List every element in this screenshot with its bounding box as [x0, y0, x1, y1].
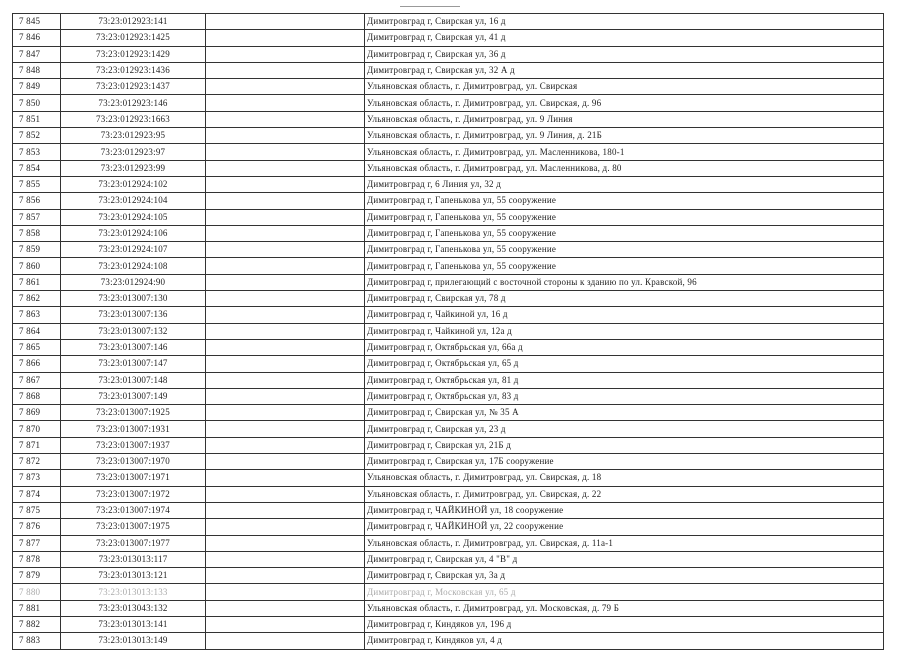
row-number-cell: 7 864	[13, 323, 61, 339]
empty-cell	[206, 79, 365, 95]
property-table	[12, 13, 884, 650]
empty-cell	[206, 486, 365, 502]
address-cell: Димитровград г, Киндяков ул, 196 д	[365, 616, 884, 632]
table-row	[13, 307, 884, 323]
empty-cell	[206, 46, 365, 62]
empty-cell	[206, 421, 365, 437]
cadastral-number-cell: 73:23:012923:95	[61, 128, 206, 144]
empty-cell	[206, 291, 365, 307]
table-row	[13, 388, 884, 404]
cadastral-number-cell: 73:23:013007:1971	[61, 470, 206, 486]
cadastral-number-cell: 73:23:013007:1974	[61, 502, 206, 518]
address-cell: Димитровград г, 6 Линия ул, 32 д	[365, 176, 884, 192]
row-number-cell: 7 867	[13, 372, 61, 388]
table-row	[13, 62, 884, 78]
empty-cell	[206, 600, 365, 616]
cadastral-number-cell: 73:23:013013:117	[61, 551, 206, 567]
table-row	[13, 405, 884, 421]
cadastral-number-cell: 73:23:013013:149	[61, 633, 206, 649]
row-number-cell: 7 857	[13, 209, 61, 225]
table-row	[13, 111, 884, 127]
empty-cell	[206, 242, 365, 258]
table-row	[13, 568, 884, 584]
table-row	[13, 535, 884, 551]
address-cell: Димитровград г, прилегающий с восточной стороны к зданию по ул. Кравской, 96	[365, 274, 884, 290]
address-cell: Ульяновская область, г. Димитровград, ул. Свирская, д. 22	[365, 486, 884, 502]
table-row	[13, 356, 884, 372]
cadastral-number-cell: 73:23:013007:147	[61, 356, 206, 372]
row-number-cell: 7 849	[13, 79, 61, 95]
empty-cell	[206, 274, 365, 290]
row-number-cell: 7 870	[13, 421, 61, 437]
empty-cell	[206, 535, 365, 551]
cadastral-number-cell: 73:23:013007:1925	[61, 405, 206, 421]
table-row	[13, 46, 884, 62]
empty-cell	[206, 144, 365, 160]
cadastral-number-cell: 73:23:013007:132	[61, 323, 206, 339]
cadastral-number-cell: 73:23:012923:1437	[61, 79, 206, 95]
address-cell: Димитровград г, Свирская ул, 21Б д	[365, 437, 884, 453]
row-number-cell: 7 850	[13, 95, 61, 111]
row-number-cell: 7 880	[13, 584, 61, 600]
cadastral-number-cell: 73:23:013007:1975	[61, 519, 206, 535]
table-row	[13, 176, 884, 192]
cadastral-number-cell: 73:23:013013:141	[61, 616, 206, 632]
empty-cell	[206, 551, 365, 567]
cadastral-number-cell: 73:23:012924:102	[61, 176, 206, 192]
row-number-cell: 7 883	[13, 633, 61, 649]
table-row	[13, 79, 884, 95]
empty-cell	[206, 14, 365, 30]
cadastral-number-cell: 73:23:012924:108	[61, 258, 206, 274]
address-cell: Димитровград г, Гапеньковa ул, 55 сооружение	[365, 209, 884, 225]
empty-cell	[206, 111, 365, 127]
table-row	[13, 486, 884, 502]
row-number-cell: 7 868	[13, 388, 61, 404]
address-cell: Димитровград г, Гапеньковa ул, 55 сооружение	[365, 242, 884, 258]
table-row	[13, 437, 884, 453]
empty-cell	[206, 372, 365, 388]
row-number-cell: 7 845	[13, 14, 61, 30]
top-rule	[400, 6, 460, 7]
empty-cell	[206, 225, 365, 241]
cadastral-number-cell: 73:23:012924:90	[61, 274, 206, 290]
address-cell: Димитровград г, Октябрьская ул, 66а д	[365, 339, 884, 355]
row-number-cell: 7 858	[13, 225, 61, 241]
address-cell: Димитровград г, Октябрьская ул, 83 д	[365, 388, 884, 404]
address-cell: Димитровград г, Чайкиной ул, 12а д	[365, 323, 884, 339]
row-number-cell: 7 879	[13, 568, 61, 584]
empty-cell	[206, 307, 365, 323]
table-row	[13, 421, 884, 437]
cadastral-number-cell: 73:23:013007:1977	[61, 535, 206, 551]
property-table-body	[13, 14, 884, 650]
cadastral-number-cell: 73:23:012923:99	[61, 160, 206, 176]
cadastral-number-cell: 73:23:012923:1436	[61, 62, 206, 78]
row-number-cell: 7 872	[13, 454, 61, 470]
row-number-cell: 7 853	[13, 144, 61, 160]
row-number-cell: 7 877	[13, 535, 61, 551]
cadastral-number-cell: 73:23:013007:1931	[61, 421, 206, 437]
table-row	[13, 14, 884, 30]
empty-cell	[206, 176, 365, 192]
row-number-cell: 7 874	[13, 486, 61, 502]
address-cell: Димитровград г, Свирская ул, № 35 А	[365, 405, 884, 421]
cadastral-number-cell: 73:23:012923:141	[61, 14, 206, 30]
row-number-cell: 7 882	[13, 616, 61, 632]
empty-cell	[206, 454, 365, 470]
row-number-cell: 7 881	[13, 600, 61, 616]
row-number-cell: 7 852	[13, 128, 61, 144]
row-number-cell: 7 863	[13, 307, 61, 323]
row-number-cell: 7 878	[13, 551, 61, 567]
table-row	[13, 144, 884, 160]
cadastral-number-cell: 73:23:013013:133	[61, 584, 206, 600]
address-cell: Димитровград г, Свирская ул, 17Б сооружение	[365, 454, 884, 470]
address-cell: Димитровград г, Свирская ул, 4 "В" д	[365, 551, 884, 567]
table-row	[13, 551, 884, 567]
address-cell: Димитровград г, Гапеньковa ул, 55 сооружение	[365, 193, 884, 209]
row-number-cell: 7 860	[13, 258, 61, 274]
table-row	[13, 502, 884, 518]
address-cell: Ульяновская область, г. Димитровград, ул. Масленникова, д. 80	[365, 160, 884, 176]
address-cell: Ульяновская область, г. Димитровград, ул. Свирская, д. 11а-1	[365, 535, 884, 551]
address-cell: Димитровград г, Московская ул, 65 д	[365, 584, 884, 600]
address-cell: Ульяновская область, г. Димитровград, ул. Масленникова, 180-1	[365, 144, 884, 160]
address-cell: Димитровград г, Октябрьская ул, 81 д	[365, 372, 884, 388]
row-number-cell: 7 861	[13, 274, 61, 290]
table-row	[13, 291, 884, 307]
table-row	[13, 274, 884, 290]
row-number-cell: 7 875	[13, 502, 61, 518]
address-cell: Димитровград г, Гапеньковa ул, 55 сооружение	[365, 258, 884, 274]
address-cell: Димитровград г, Гапеньковa ул, 55 сооружение	[365, 225, 884, 241]
table-row	[13, 470, 884, 486]
empty-cell	[206, 388, 365, 404]
cadastral-number-cell: 73:23:013007:130	[61, 291, 206, 307]
address-cell: Ульяновская область, г. Димитровград, ул. Московская, д. 79 Б	[365, 600, 884, 616]
table-row	[13, 95, 884, 111]
empty-cell	[206, 30, 365, 46]
address-cell: Ульяновская область, г. Димитровград, ул. 9 Линия	[365, 111, 884, 127]
address-cell: Димитровград г, ЧАЙКИНОЙ ул, 18 сооружение	[365, 502, 884, 518]
empty-cell	[206, 62, 365, 78]
empty-cell	[206, 437, 365, 453]
row-number-cell: 7 866	[13, 356, 61, 372]
address-cell: Димитровград г, Свирская ул, 23 д	[365, 421, 884, 437]
cadastral-number-cell: 73:23:013043:132	[61, 600, 206, 616]
empty-cell	[206, 519, 365, 535]
cadastral-number-cell: 73:23:012924:106	[61, 225, 206, 241]
cadastral-number-cell: 73:23:013007:1972	[61, 486, 206, 502]
table-row	[13, 616, 884, 632]
table-row	[13, 519, 884, 535]
row-number-cell: 7 859	[13, 242, 61, 258]
cadastral-number-cell: 73:23:012924:105	[61, 209, 206, 225]
cadastral-number-cell: 73:23:013007:1970	[61, 454, 206, 470]
address-cell: Димитровград г, ЧАЙКИНОЙ ул, 22 сооружение	[365, 519, 884, 535]
table-row	[13, 128, 884, 144]
address-cell: Димитровград г, Свирская ул, 16 д	[365, 14, 884, 30]
empty-cell	[206, 502, 365, 518]
row-number-cell: 7 862	[13, 291, 61, 307]
cadastral-number-cell: 73:23:013013:121	[61, 568, 206, 584]
row-number-cell: 7 865	[13, 339, 61, 355]
empty-cell	[206, 356, 365, 372]
cadastral-number-cell: 73:23:012923:146	[61, 95, 206, 111]
table-row	[13, 258, 884, 274]
cadastral-number-cell: 73:23:013007:146	[61, 339, 206, 355]
cadastral-number-cell: 73:23:012923:1429	[61, 46, 206, 62]
cadastral-number-cell: 73:23:013007:149	[61, 388, 206, 404]
empty-cell	[206, 193, 365, 209]
cadastral-number-cell: 73:23:012923:97	[61, 144, 206, 160]
address-cell: Димитровград г, Свирская ул, 36 д	[365, 46, 884, 62]
cadastral-number-cell: 73:23:012923:1663	[61, 111, 206, 127]
table-row	[13, 30, 884, 46]
table-row	[13, 633, 884, 649]
row-number-cell: 7 854	[13, 160, 61, 176]
empty-cell	[206, 323, 365, 339]
row-number-cell: 7 873	[13, 470, 61, 486]
table-row	[13, 600, 884, 616]
row-number-cell: 7 871	[13, 437, 61, 453]
row-number-cell: 7 851	[13, 111, 61, 127]
empty-cell	[206, 633, 365, 649]
table-row	[13, 323, 884, 339]
address-cell: Димитровград г, Чайкиной ул, 16 д	[365, 307, 884, 323]
empty-cell	[206, 258, 365, 274]
address-cell: Димитровград г, Свирская ул, 32 А д	[365, 62, 884, 78]
address-cell: Ульяновская область, г. Димитровград, ул. 9 Линия, д. 21Б	[365, 128, 884, 144]
row-number-cell: 7 846	[13, 30, 61, 46]
row-number-cell: 7 856	[13, 193, 61, 209]
empty-cell	[206, 616, 365, 632]
cadastral-number-cell: 73:23:012924:104	[61, 193, 206, 209]
cadastral-number-cell: 73:23:013007:136	[61, 307, 206, 323]
table-row	[13, 242, 884, 258]
empty-cell	[206, 584, 365, 600]
cadastral-number-cell: 73:23:013007:148	[61, 372, 206, 388]
row-number-cell: 7 876	[13, 519, 61, 535]
address-cell: Ульяновская область, г. Димитровград, ул. Свирская, д. 96	[365, 95, 884, 111]
table-row	[13, 372, 884, 388]
table-row	[13, 454, 884, 470]
empty-cell	[206, 470, 365, 486]
address-cell: Ульяновская область, г. Димитровград, ул. Свирская	[365, 79, 884, 95]
row-number-cell: 7 855	[13, 176, 61, 192]
row-number-cell: 7 847	[13, 46, 61, 62]
empty-cell	[206, 339, 365, 355]
empty-cell	[206, 160, 365, 176]
cadastral-number-cell: 73:23:013007:1937	[61, 437, 206, 453]
address-cell: Димитровград г, Октябрьская ул, 65 д	[365, 356, 884, 372]
table-row	[13, 193, 884, 209]
table-row	[13, 160, 884, 176]
empty-cell	[206, 95, 365, 111]
empty-cell	[206, 209, 365, 225]
table-row	[13, 584, 884, 600]
address-cell: Димитровград г, Свирская ул, 3а д	[365, 568, 884, 584]
address-cell: Ульяновская область, г. Димитровград, ул. Свирская, д. 18	[365, 470, 884, 486]
cadastral-number-cell: 73:23:012924:107	[61, 242, 206, 258]
table-row	[13, 209, 884, 225]
address-cell: Димитровград г, Свирская ул, 41 д	[365, 30, 884, 46]
table-row	[13, 225, 884, 241]
row-number-cell: 7 848	[13, 62, 61, 78]
empty-cell	[206, 128, 365, 144]
empty-cell	[206, 568, 365, 584]
row-number-cell: 7 869	[13, 405, 61, 421]
empty-cell	[206, 405, 365, 421]
address-cell: Димитровград г, Киндяков ул, 4 д	[365, 633, 884, 649]
cadastral-number-cell: 73:23:012923:1425	[61, 30, 206, 46]
address-cell: Димитровград г, Свирская ул, 78 д	[365, 291, 884, 307]
table-row	[13, 339, 884, 355]
